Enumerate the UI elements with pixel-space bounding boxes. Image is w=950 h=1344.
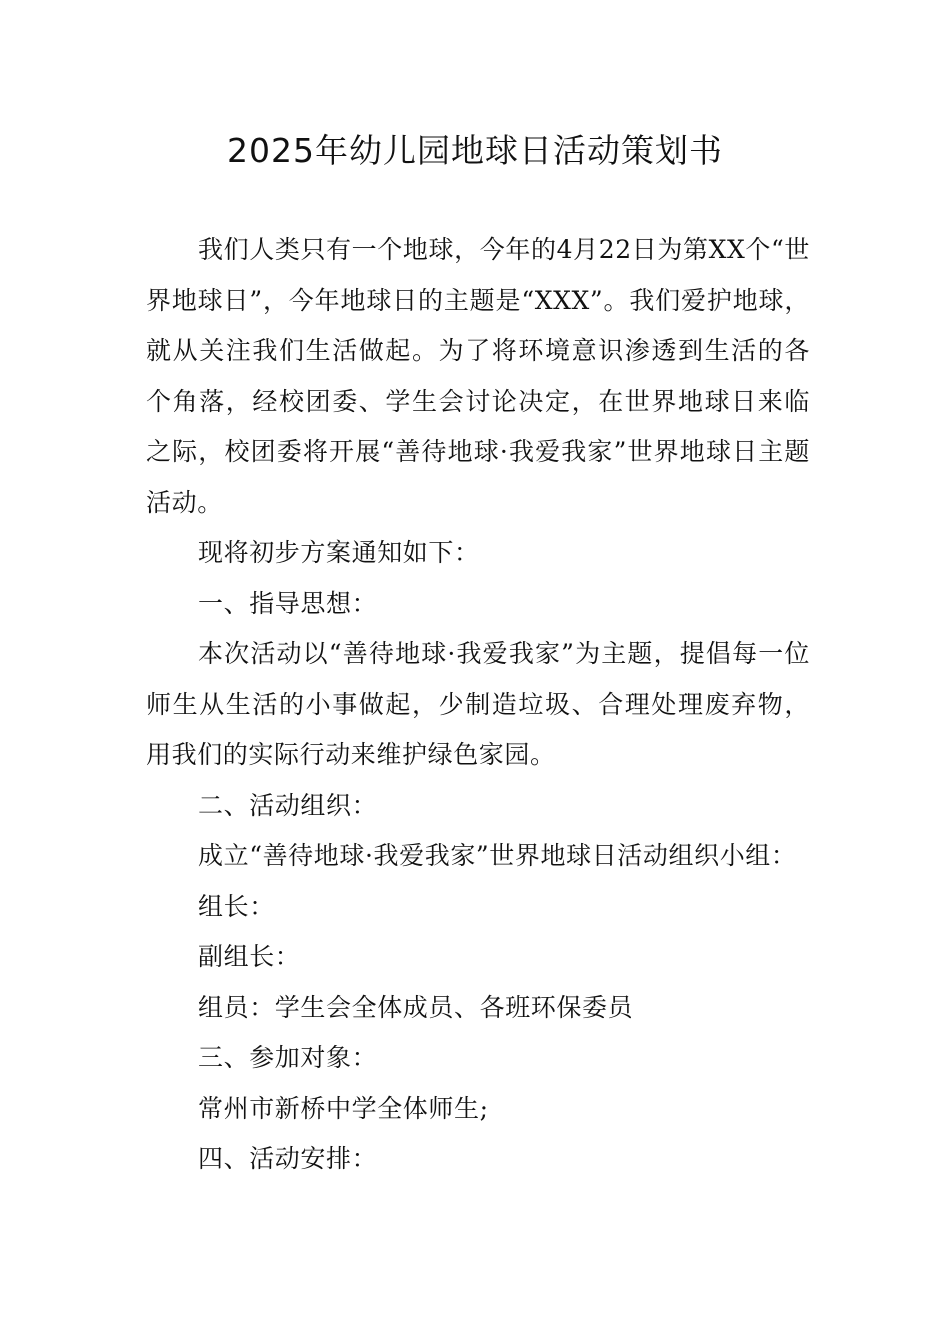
paragraph-group-leader: 组长： <box>198 891 275 921</box>
section-heading-guiding-ideology: 一、指导思想： <box>198 588 378 618</box>
paragraph-notice: 现将初步方案通知如下： <box>198 538 480 567</box>
paragraph-members: 组员：学生会全体成员、各班环保委员 <box>198 992 634 1022</box>
paragraph-participants: 常州市新桥中学全体师生; <box>198 1093 489 1123</box>
paragraph-organization: 成立“善待地球·我爱我家”世界地球日活动组织小组： <box>198 841 797 870</box>
document-title: 2025年幼儿园地球日活动策划书 <box>227 131 723 170</box>
paragraph-guiding-ideology: 本次活动以“善待地球·我爱我家”为主题，提倡每一位师生从生活的小事做起，少制造垃圾、合理处理废弃物，用我们的实际行动来维护绿色家园。 <box>146 639 810 769</box>
section-heading-schedule: 四、活动安排： <box>198 1144 378 1173</box>
section-heading-participants: 三、参加对象： <box>198 1043 378 1072</box>
section-heading-organization: 二、活动组织： <box>198 790 378 820</box>
document-body <box>146 225 810 1185</box>
paragraph-intro: 我们人类只有一个地球，今年的4月22日为第XX个“世界地球日”，今年地球日的主题是“XXX”。我们爱护地球，就从关注我们生活做起。为了将环境意识渗透到生活的各个角落，经校团委、学生会讨论决定，在世界地球日来临之际，校团委将开展“善待地球·我爱我家”世界地球日主题活动。 <box>146 235 810 517</box>
paragraph-deputy-leader: 副组长： <box>198 942 301 971</box>
